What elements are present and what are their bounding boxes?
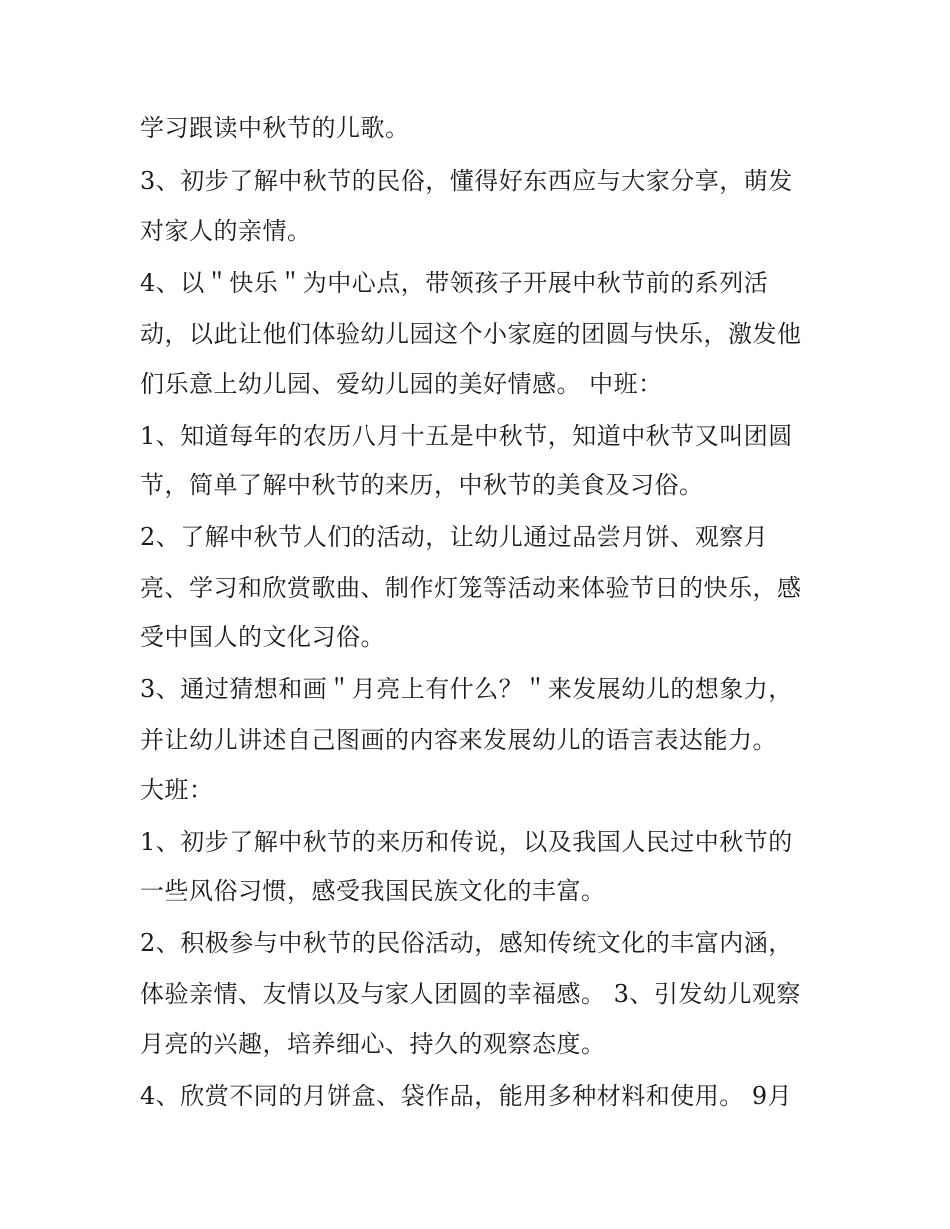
text-line: 动，以此让他们体验幼儿园这个小家庭的团圆与快乐，激发他 [140,320,802,348]
text-line: 一些风俗习惯，感受我国民族文化的丰富。 [140,877,606,905]
text-line: 学习跟读中秋节的儿歌。 [140,114,410,142]
text-line: 对家人的亲情。 [140,217,312,245]
text-line: 节，简单了解中秋节的来历，中秋节的美食及习俗。 [140,471,704,499]
text-line: 亮、学习和欣赏歌曲、制作灯笼等活动来体验节日的快乐，感 [140,574,802,602]
text-line: 1、初步了解中秋节的来历和传说，以及我国人民过中秋节的 [140,828,793,856]
text-line: 3、通过猜想和画＂月亮上有什么？＂来发展幼儿的想象力， [140,675,793,703]
text-line: 4、以＂快乐＂为中心点，带领孩子开展中秋节前的系列活 [140,269,769,297]
section-heading: 大班： [140,776,214,804]
text-line: 并让幼儿讲述自己图画的内容来发展幼儿的语言表达能力。 [140,726,777,754]
text-line: 体验亲情、友情以及与家人团圆的幸福感。 3、引发幼儿观察 [140,980,801,1008]
text-line: 月亮的兴趣，培养细心、持久的观察态度。 [140,1030,606,1058]
text-line: 4、欣赏不同的月饼盒、袋作品，能用多种材料和使用。 9月 [140,1082,793,1110]
text-line: 们乐意上幼儿园、爱幼儿园的美好情感。 中班： [140,370,663,398]
text-line: 2、了解中秋节人们的活动，让幼儿通过品尝月饼、观察月 [140,523,769,551]
text-line: 受中国人的文化习俗。 [140,623,385,651]
text-line: 2、积极参与中秋节的民俗活动，感知传统文化的丰富内涵， [140,929,793,957]
text-line: 3、初步了解中秋节的民俗，懂得好东西应与大家分享，萌发 [140,167,793,195]
text-line: 1、知道每年的农历八月十五是中秋节，知道中秋节又叫团圆 [140,422,793,450]
